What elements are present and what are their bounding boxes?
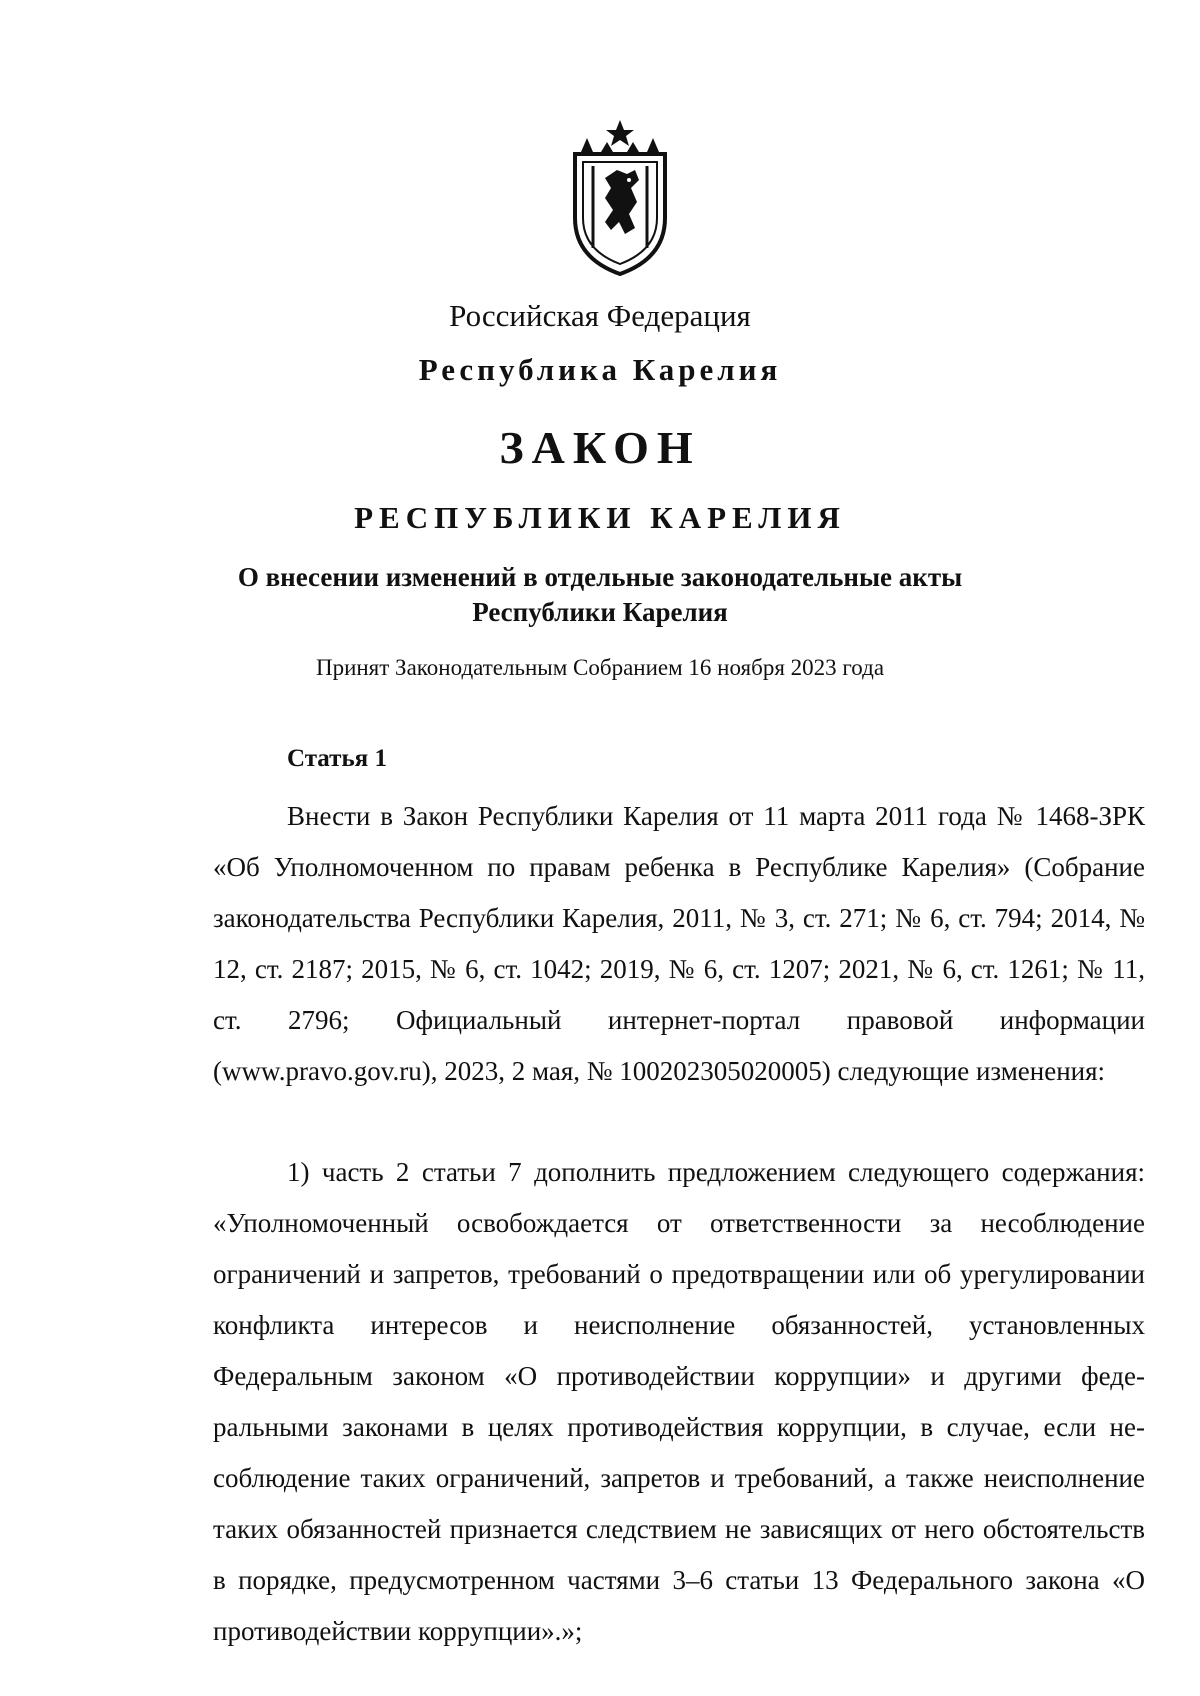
law-title: ЗАКОН [499, 422, 701, 473]
article-body [213, 791, 1145, 1097]
adoption-date: Принят Законодательным Собранием 16 ноября 2023 года [315, 655, 885, 680]
law-subtitle: РЕСПУБЛИКИ КАРЕЛИЯ [354, 500, 846, 535]
law-name [0, 560, 1200, 630]
article-item-1-paragraph: 1) часть 2 статьи 7 дополнить предложением следующего содержания: «Уполномоченный освобождается от ответственности за несоблюдение ограничений и запретов, требований о предотвращении или об урегулировании конфликта интересов и неисполнение обязанностей, установленных Федеральным законом «О противодействии коррупции» и другими федеральными законами в целях противодействия коррупции, в случае, если несоблюдение таких ограничений, запретов и требований, а также неисполнение таких обязанностей признается следствием не зависящих от него обстоятельств в порядке, предусмотренном частями 3–6 статьи 13 Федерального закона «О противодействии коррупции».»; [213, 1157, 1145, 1646]
article-heading: Статья 1 [287, 745, 387, 772]
republic-title: Республика Карелия [418, 352, 782, 387]
federation-title: Российская Федерация [449, 298, 751, 333]
article-item-1 [213, 1147, 1145, 1657]
law-name-line-1: О внесении изменений в отдельные законодательные акты [237, 562, 963, 592]
law-name-line-2: Республики Карелия [472, 597, 728, 627]
karelia-coat-of-arms-icon [565, 118, 675, 276]
article-intro-paragraph: Внести в Закон Республики Карелия от 11 марта 2011 года № 1468-ЗРК «Об Уполномоченном по правам ребенка в Республике Карелия» (Собрание законодательства Республики Карелия, 2011, № 3, ст. 271; № 6, ст. 794; 2014, № 12, ст. 2187; 2015, № 6, ст. 1042; 2019, № 6, ст. 1207; 2021, № 6, ст. 1261; № 11, ст. 2796; Официальный интернет-портал правовой информации (www.pravo.gov.ru), 2023, 2 мая, № 100202305020005) следующие изменения: [213, 801, 1145, 1086]
